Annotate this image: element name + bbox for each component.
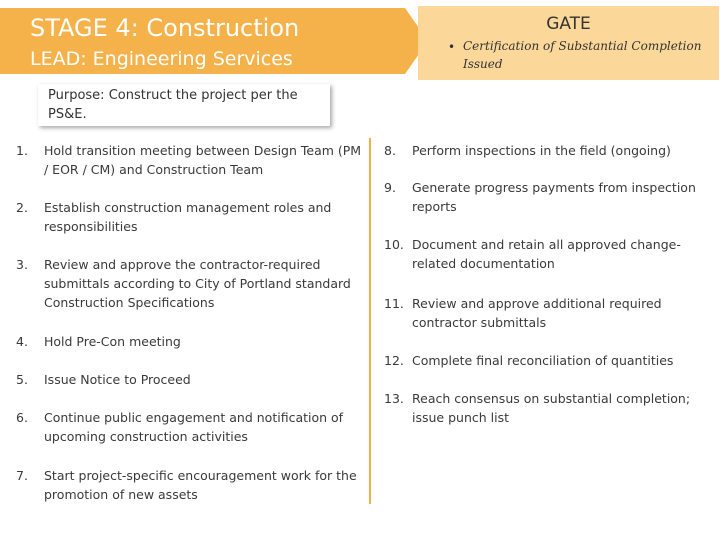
gate-bullet: • <box>448 40 456 54</box>
task-number: 8. <box>384 143 396 158</box>
task-number: 4. <box>16 334 28 349</box>
task-text: Document and retain all approved change-related documentation <box>412 237 681 271</box>
task-number: 9. <box>384 180 396 195</box>
task-text: Continue public engagement and notification of upcoming construction activities <box>44 410 344 444</box>
task-number: 3. <box>16 257 28 272</box>
task-number: 6. <box>16 410 28 425</box>
task-number: 5. <box>16 372 28 387</box>
purpose-text: Construct the project per the PS&E. <box>48 88 298 122</box>
purpose-box <box>38 84 330 126</box>
task-number: 2. <box>16 200 28 215</box>
stage-title: STAGE 4: Construction <box>30 14 300 42</box>
gate-item: Certification of Substantial Completion Issued <box>463 39 702 71</box>
task-text: Perform inspections in the field (ongoing) <box>412 143 671 158</box>
task-text: Issue Notice to Proceed <box>44 372 191 387</box>
task-number: 10. <box>384 237 404 252</box>
task-text: Review and approve the contractor-required submittals according to City of Portland standard Construction Specifications <box>44 257 351 310</box>
task-text: Review and approve additional required contractor submittals <box>412 296 662 330</box>
task-text: Hold Pre-Con meeting <box>44 334 181 349</box>
task-number: 13. <box>384 391 404 406</box>
task-text: Start project-specific encouragement work for the promotion of new assets <box>44 468 357 502</box>
task-text: Establish construction management roles and responsibilities <box>44 200 332 234</box>
task-number: 12. <box>384 353 404 368</box>
task-number: 11. <box>384 296 404 311</box>
task-number: 7. <box>16 468 28 483</box>
task-text: Generate progress payments from inspection reports <box>412 180 696 214</box>
purpose-label: Purpose: <box>48 88 105 103</box>
gate-title: GATE <box>546 14 591 34</box>
task-text: Hold transition meeting between Design Team (PM / EOR / CM) and Construction Team <box>44 143 362 177</box>
task-text: Reach consensus on substantial completion; issue punch list <box>412 391 691 425</box>
stage-lead: LEAD: Engineering Services <box>30 48 293 70</box>
task-number: 1. <box>16 143 28 158</box>
column-divider <box>369 138 371 504</box>
task-text: Complete final reconciliation of quantities <box>412 353 674 368</box>
